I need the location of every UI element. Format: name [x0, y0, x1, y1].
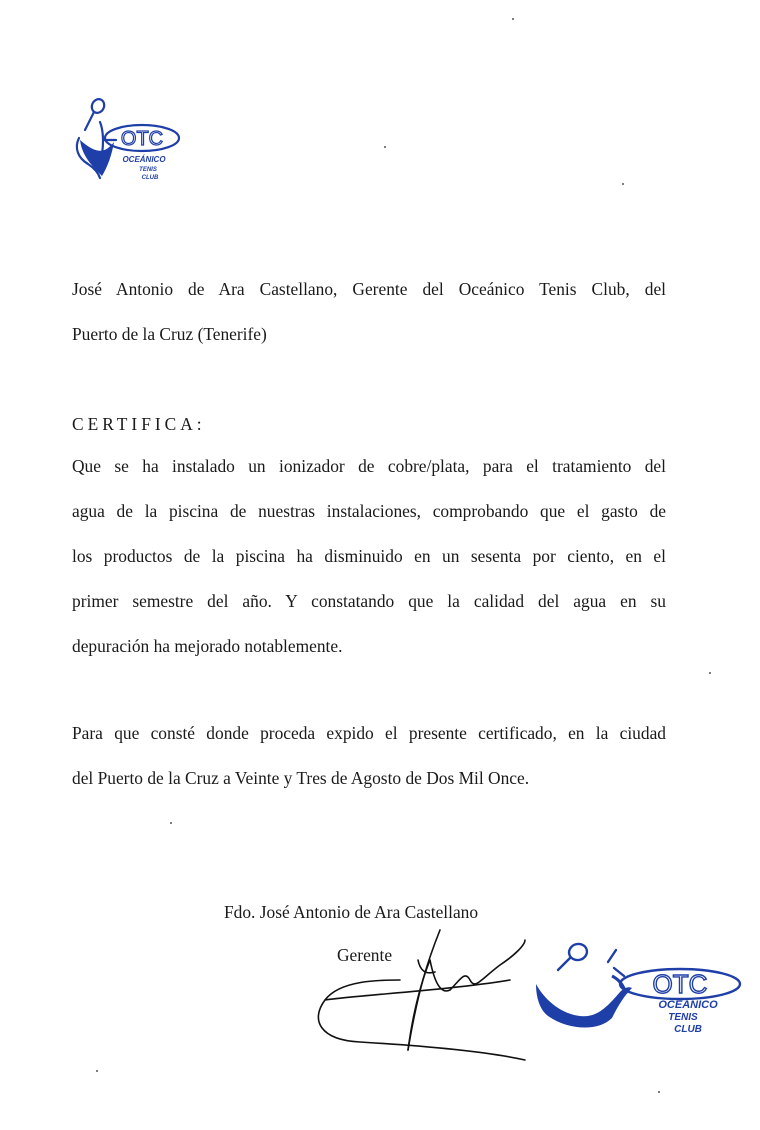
body2-line-1: Para que consté donde proceda expido el presente certificado, en la ciudad: [72, 723, 666, 743]
scan-speck: [170, 822, 172, 824]
signatory-role: Gerente: [337, 945, 393, 965]
signatory-name: Fdo. José Antonio de Ara Castellano: [224, 902, 479, 922]
scan-speck: [512, 18, 514, 20]
body2-line-2: del Puerto de la Cruz a Veinte y Tres de Agosto de Dos Mil Once.: [72, 768, 530, 788]
club-stamp-logo: [528, 936, 748, 1036]
body1-line-4: primer semestre del año. Y constatando que la calidad del agua en su: [72, 591, 666, 611]
svg-text:CLUB: CLUB: [141, 175, 159, 181]
svg-text:TENIS: TENIS: [668, 1012, 698, 1023]
body1-line-2: agua de la piscina de nuestras instalaciones, comprobando que el gasto de: [72, 501, 666, 521]
handwritten-signature: [300, 920, 540, 1070]
certifica-heading: CERTIFICA:: [72, 414, 206, 434]
scan-speck: [384, 146, 386, 148]
svg-text:OTC: OTC: [120, 128, 164, 150]
svg-text:OTC: OTC: [652, 969, 708, 999]
svg-text:OCEÁNICO: OCEÁNICO: [658, 999, 718, 1011]
intro-line-2: Puerto de la Cruz (Tenerife): [72, 324, 267, 344]
intro-line-1: José Antonio de Ara Castellano, Gerente del Oceánico Tenis Club, del: [72, 279, 666, 299]
svg-text:CLUB: CLUB: [674, 1024, 702, 1035]
body1-line-1: Que se ha instalado un ionizador de cobre/plata, para el tratamiento del: [72, 456, 666, 476]
svg-text:OCEÁNICO: OCEÁNICO: [122, 155, 166, 164]
intro-paragraph: [72, 267, 666, 357]
club-logo-top: [70, 96, 190, 188]
body-paragraph-2: [72, 711, 666, 801]
scan-speck: [96, 1070, 98, 1072]
body-paragraph-1: [72, 444, 666, 669]
scan-speck: [658, 1091, 660, 1093]
scan-speck: [622, 183, 624, 185]
scan-speck: [709, 672, 711, 674]
body1-line-3: los productos de la piscina ha disminuido en un sesenta por ciento, en el: [72, 546, 666, 566]
svg-text:TENIS: TENIS: [139, 167, 157, 173]
body1-line-5: depuración ha mejorado notablemente.: [72, 636, 343, 656]
